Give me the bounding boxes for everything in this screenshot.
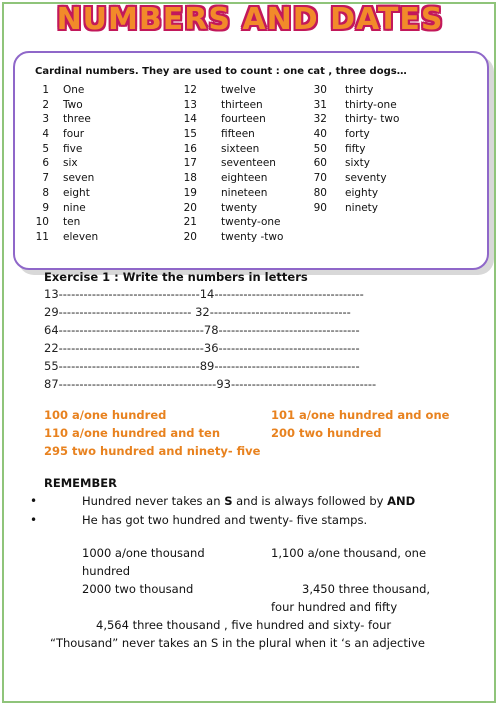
number-digit: 4: [42, 128, 49, 141]
number-digit: 50: [313, 142, 327, 155]
number-digit: 60: [313, 157, 327, 170]
thousand-rule: “Thousand” never takes an S in the plural when it ‘s an adjective: [50, 636, 425, 650]
number-row: [175, 98, 315, 113]
number-digit: 1: [42, 84, 49, 96]
remember-heading: REMEMBER: [44, 476, 117, 490]
number-row: [305, 156, 455, 171]
number-row: [175, 201, 315, 216]
number-word: eighteen: [221, 172, 268, 185]
number-digit: 20: [183, 230, 197, 243]
hundred-example: 110 a/one hundred and ten: [44, 426, 221, 440]
number-row: [305, 201, 455, 216]
number-row: [27, 201, 177, 216]
exercise-line: 22-----------------------------------36----------------------------------: [44, 341, 360, 355]
number-word: twenty-one: [221, 216, 281, 229]
number-column-3: [305, 83, 455, 215]
number-word: fourteen: [221, 113, 266, 126]
number-word: eight: [63, 186, 90, 199]
number-row: [27, 127, 177, 142]
number-word: fifty: [345, 142, 366, 155]
number-row: [27, 98, 177, 113]
number-word: eleven: [63, 230, 99, 243]
number-row: [175, 142, 315, 157]
number-word: forty: [345, 128, 370, 141]
bullet-icon: •: [30, 494, 38, 508]
number-word: One: [63, 84, 85, 96]
number-word: seven: [63, 172, 95, 185]
number-digit: 40: [313, 128, 327, 141]
number-row: [175, 83, 315, 98]
number-word: sixteen: [221, 142, 260, 155]
number-digit: 16: [183, 142, 197, 155]
number-digit: 30: [313, 84, 327, 96]
number-row: [175, 127, 315, 142]
thousand-example: four hundred and fifty: [271, 600, 398, 614]
number-digit: 11: [35, 230, 49, 243]
number-word: nine: [63, 201, 86, 214]
number-row: [305, 112, 455, 127]
thousand-example: hundred: [82, 564, 131, 578]
number-row: [175, 215, 315, 230]
number-digit: 18: [183, 172, 197, 185]
number-word: five: [63, 142, 83, 155]
thousand-example: 1,100 a/one thousand, one: [271, 546, 427, 560]
number-word: seventeen: [221, 157, 276, 170]
exercise-line: 55----------------------------------89-----------------------------------: [44, 359, 360, 373]
hundred-example: 100 a/one hundred: [44, 408, 167, 422]
number-row: [305, 186, 455, 201]
number-digit: 70: [313, 172, 327, 185]
number-digit: 10: [35, 216, 49, 229]
number-row: [305, 142, 455, 157]
thousand-example: 4,564 three thousand , five hundred and sixty- four: [96, 618, 392, 632]
number-digit: 19: [183, 186, 197, 199]
number-word: ninety: [345, 201, 379, 214]
number-digit: 2: [42, 98, 49, 111]
number-word: sixty: [345, 157, 370, 170]
exercise-line: 87--------------------------------------93-----------------------------------: [44, 377, 377, 391]
number-word: nineteen: [221, 186, 268, 199]
number-word: thirteen: [221, 98, 263, 111]
number-row: [175, 186, 315, 201]
number-digit: 14: [183, 113, 197, 126]
number-digit: 6: [42, 157, 49, 170]
number-digit: 80: [313, 186, 327, 199]
number-digit: 32: [313, 113, 327, 126]
number-row: [27, 142, 177, 157]
hundred-example: 295 two hundred and ninety- five: [44, 444, 261, 458]
number-digit: 7: [42, 172, 49, 185]
number-word: Two: [63, 98, 83, 111]
number-row: [175, 156, 315, 171]
number-row: [175, 171, 315, 186]
number-row: [305, 98, 455, 113]
number-digit: 3: [42, 113, 49, 126]
number-word: fifteen: [221, 128, 255, 141]
number-row: [27, 156, 177, 171]
number-digit: 20: [183, 201, 197, 214]
number-row: [27, 230, 177, 245]
number-digit: 8: [42, 186, 49, 199]
exercise-line: 64-----------------------------------78----------------------------------: [44, 323, 360, 337]
exercise-line: 13----------------------------------14------------------------------------: [44, 287, 364, 301]
number-column-1: [27, 83, 177, 245]
page-title: NUMBERS AND DATES: [56, 2, 444, 37]
number-word: three: [63, 113, 91, 126]
number-row: [27, 171, 177, 186]
cardinal-numbers-box: [13, 51, 489, 270]
number-word: thirty- two: [345, 113, 400, 126]
number-digit: 5: [42, 142, 49, 155]
number-row: [305, 171, 455, 186]
remember-rule-1: Hundred never takes an S and is always followed by AND: [82, 494, 416, 508]
number-word: twenty: [221, 201, 258, 214]
number-digit: 31: [313, 98, 327, 111]
number-word: eighty: [345, 186, 379, 199]
exercise-line: 29-------------------------------- 32----------------------------------: [44, 305, 351, 319]
number-digit: 17: [183, 157, 197, 170]
thousand-example: 1000 a/one thousand: [82, 546, 205, 560]
number-word: four: [63, 128, 85, 141]
number-word: thirty: [345, 84, 374, 96]
number-word: twenty -two: [221, 230, 284, 243]
thousand-example: 3,450 three thousand,: [302, 582, 431, 596]
number-row: [305, 83, 455, 98]
remember-rule-2: He has got two hundred and twenty- five stamps.: [82, 513, 368, 527]
cardinal-intro: Cardinal numbers. They are used to count : one cat , three dogs…: [35, 66, 407, 77]
number-digit: 13: [183, 98, 197, 111]
hundred-example: 200 two hundred: [271, 426, 382, 440]
number-row: [305, 127, 455, 142]
number-column-2: [175, 83, 315, 245]
number-word: seventy: [345, 172, 387, 185]
number-word: twelve: [221, 84, 256, 96]
exercise-title: Exercise 1 : Write the numbers in letters: [44, 270, 308, 284]
number-word: six: [63, 157, 78, 170]
number-digit: 15: [183, 128, 197, 141]
number-digit: 12: [183, 84, 197, 96]
number-word: thirty-one: [345, 98, 397, 111]
number-digit: 90: [313, 201, 327, 214]
number-row: [175, 230, 315, 245]
number-row: [27, 215, 177, 230]
bullet-icon: •: [30, 513, 38, 527]
number-row: [27, 186, 177, 201]
number-row: [175, 112, 315, 127]
thousand-example: 2000 two thousand: [82, 582, 194, 596]
number-digit: 9: [42, 201, 49, 214]
number-row: [27, 83, 177, 98]
number-digit: 21: [183, 216, 197, 229]
hundred-example: 101 a/one hundred and one: [271, 408, 450, 422]
number-row: [27, 112, 177, 127]
number-word: ten: [63, 216, 81, 229]
